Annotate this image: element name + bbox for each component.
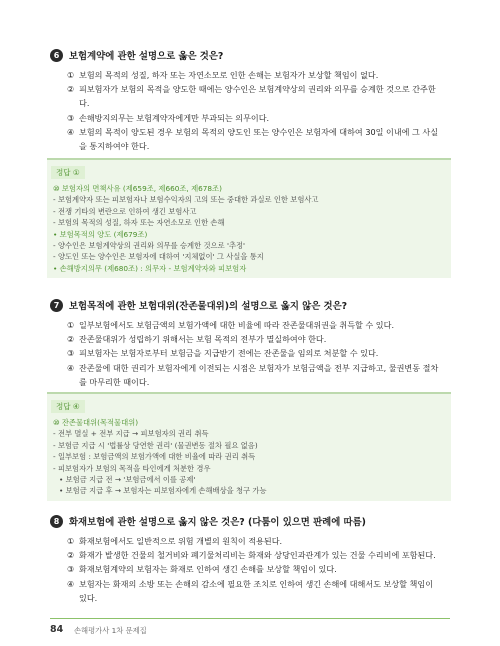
answer-box-7: [47, 392, 451, 501]
option[interactable]: ① 일부보험에서도 보험금액의 보험가액에 대한 비율에 따라 잔존물대위권을 취득할 수 있다.: [67, 320, 395, 330]
explanation-line: - 양수인은 보험계약상의 권리와 의무를 승계한 것으로 '추정': [53, 241, 246, 251]
option[interactable]: ④ 보험의 목적이 양도된 경우 보험의 목적의 양도인 또는 양수인은 보험자에 대하여 30일 이내에 그 사실: [67, 126, 439, 137]
question-title: 보험목적에 관한 보험대위(잔존물대위)의 설명으로 옳지 않은 것은?: [69, 301, 348, 312]
answer-tag: 정답 ①: [51, 166, 85, 179]
option[interactable]: ③ 화재보험계약의 보험자는 화재로 인하여 생긴 손해를 보상할 책임이 있다.: [67, 564, 337, 575]
footer-divider: [50, 618, 450, 619]
explanation-line: - 보험금 지급 시 '법률상 당연한 권리' (물권변동 절차 필요 없음): [53, 440, 258, 450]
explanation-line: - 보험계약자 또는 피보험자나 보험수익자의 고의 또는 중대한 과실로 인한 보험사고: [53, 195, 319, 205]
explanation-line: • 손해방지의무 (제680조) : 의무자 - 보험계약자와 피보험자: [53, 263, 247, 273]
explanation-line: • 보험금 지급 후 → 보험자는 피보험자에게 손해배상을 청구 가능: [59, 486, 267, 496]
option[interactable]: ② 잔존물대위가 성립하기 위해서는 보험 목적의 전부가 멸실하여야 한다.: [67, 334, 327, 345]
explanation-line: - 양도인 또는 양수인은 보험자에 대하여 '지체없이' 그 사실을 통지: [53, 252, 264, 262]
option[interactable]: ② 화재가 발생한 건물의 철거비와 폐기물처리비는 화재와 상당인과관계가 있는 건물 수리비에 포함된다.: [67, 550, 436, 561]
page-number: 84: [50, 624, 64, 635]
option[interactable]: ④ 보험자는 화재의 소방 또는 손해의 감소에 필요한 조치로 인하여 생긴 손해에 대해서도 보상할 책임이: [67, 578, 434, 589]
answer-box-6: [47, 158, 451, 278]
question-number: 7: [50, 299, 63, 312]
question-title: 화재보험에 관한 설명으로 옳지 않은 것은? (다툼이 있으면 판례에 따름): [69, 517, 366, 528]
explanation-line: ⑩ 잔존물대위(목적물대위): [53, 418, 139, 427]
explanation-line: • 보험금 지급 전 → '보험금에서 이를 공제': [59, 475, 196, 485]
option[interactable]: ③ 손해방지의무는 보험계약자에게만 부과되는 의무이다.: [67, 112, 270, 123]
option[interactable]: ④ 잔존물에 대한 권리가 보험자에게 이전되는 시점은 보험자가 보험금액을 전부 지급하고, 물권변동 절차: [67, 362, 439, 373]
question-7: [50, 298, 450, 389]
question-title: 보험계약에 관한 설명으로 옳은 것은?: [69, 51, 224, 62]
option[interactable]: ① 보험의 목적의 성질, 하자 또는 자연소모로 인한 손해는 보험자가 보상할 책임이 없다.: [67, 70, 379, 80]
option[interactable]: ③ 피보험자는 보험자로부터 보험금을 지급받기 전에는 잔존물을 임의로 처분할 수 있다.: [67, 348, 379, 359]
explanation-line: - 전부 멸실 + 전부 지급 → 피보험자의 권리 취득: [53, 429, 209, 439]
question-8: [50, 514, 450, 605]
footer-title: 손해평가사 1차 문제집: [74, 626, 147, 635]
question-number: 8: [50, 515, 63, 528]
question-6: [50, 48, 450, 153]
explanation-line: • 보험목적의 양도 (제679조): [53, 229, 148, 239]
explanation-line: - 전쟁 기타의 변란으로 인하여 생긴 보험사고: [53, 206, 197, 216]
option[interactable]: ① 화재보험에서도 일반적으로 위험 개별의 원칙이 적용된다.: [67, 536, 283, 546]
explanation-line: ⑩ 보험자의 면책사유 (제659조, 제660조, 제678조): [53, 184, 222, 193]
option[interactable]: ② 피보험자가 보험의 목적을 양도한 때에는 양수인은 보험계약상의 권리와 의무를 승계한 것으로 간주한: [67, 84, 436, 95]
explanation-line: - 일부보험 : 보험금액의 보험가액에 대한 비율에 따라 권리 취득: [53, 452, 256, 462]
question-number: 6: [50, 49, 63, 62]
option-continuation: 을 통지하여야 한다.: [79, 141, 150, 152]
explanation-line: - 피보험자가 보험의 목적을 타인에게 처분한 경우: [53, 463, 211, 473]
option-continuation: 를 마무리한 때이다.: [79, 376, 150, 387]
option-continuation: 다.: [79, 98, 90, 109]
answer-tag: 정답 ④: [51, 400, 85, 413]
option-continuation: 있다.: [79, 592, 98, 603]
explanation-line: - 보험의 목적의 성질, 하자 또는 자연소모로 인한 손해: [53, 218, 225, 228]
